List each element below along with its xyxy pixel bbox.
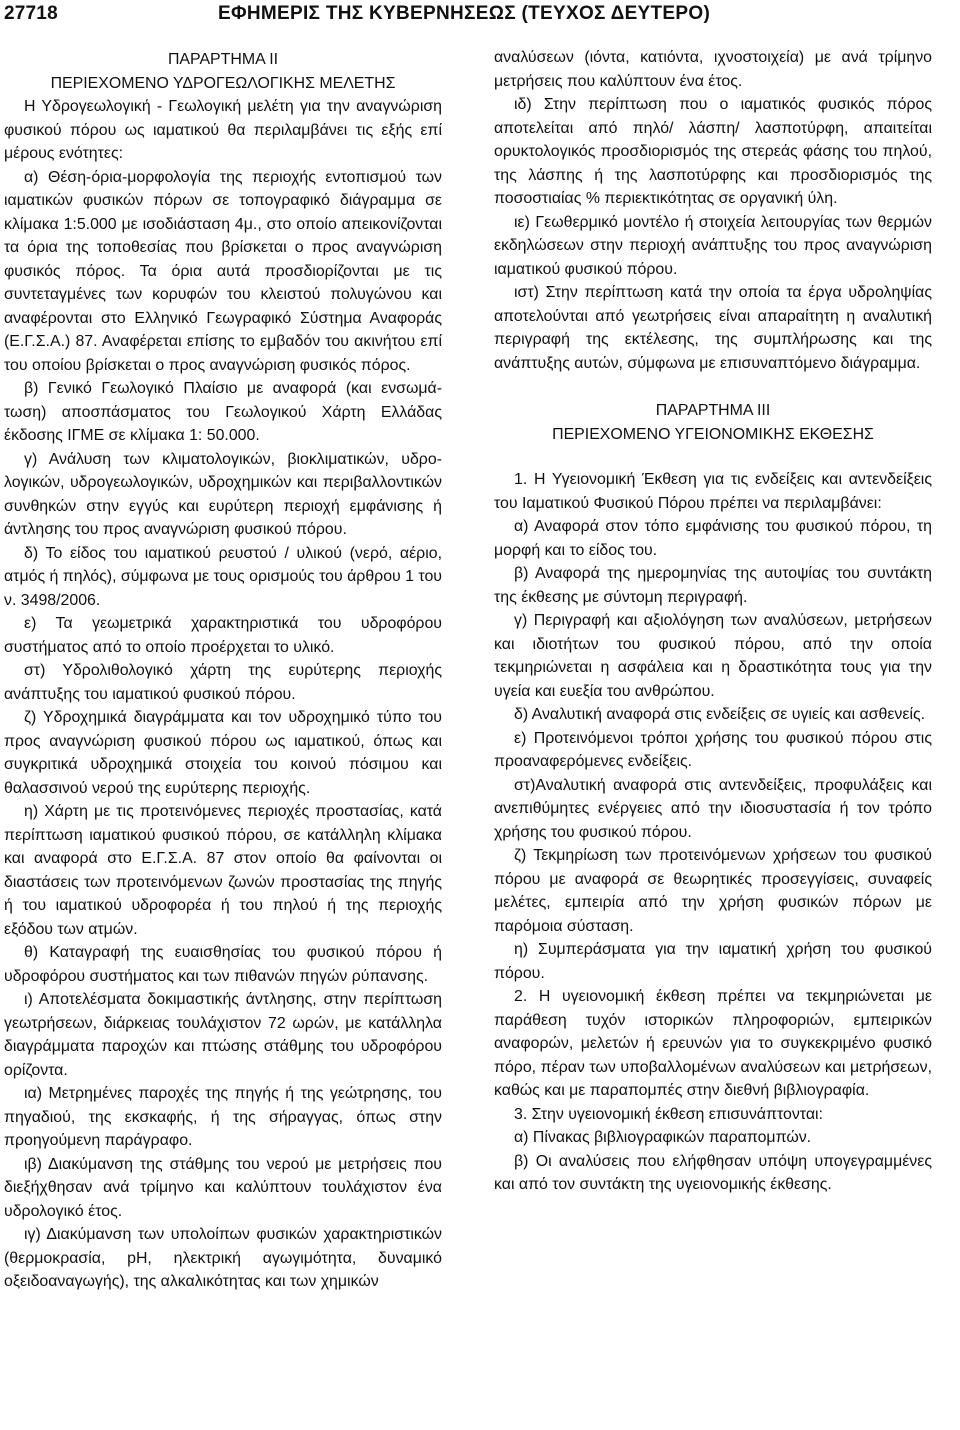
paragraph: θ) Καταγραφή της ευαισθησίας του φυσικού πόρου ή υδροφόρου συστήματος και των πιθανών πηγών ρύπανσης.: [4, 944, 442, 985]
continuation-paragraph: αναλύσεων (ιόντα, κατιόντα, ιχνοστοιχεία) με ανά τρίμηνο μετρήσεις που καλύπτουν ένα έτος.: [494, 49, 932, 90]
paragraph: στ) Υδρολιθολογικό χάρτη της ευρύτερης περιοχής ανάπτυξης του ιαματικού φυσικού πόρου.: [4, 662, 442, 703]
annex-ii-body-continued: [494, 93, 932, 375]
paragraph: ιε) Γεωθερμικό μοντέλο ή στοιχεία λειτουργίας των θερμών εκδηλώσεων στην περιοχή ανάπτυξης του προς αναγνώριση ιαματικού φυσικού πόρου.: [494, 213, 932, 278]
annex-ii-title: ΠΑΡΑΡΤΗΜΑ ΙΙ: [167, 51, 279, 68]
annex-iii-title: ΠΑΡΑΡΤΗΜΑ ΙΙΙ: [655, 402, 771, 419]
paragraph: β) Γενικό Γεωλογικό Πλαίσιο με αναφορά (και ενσωμάτωση) αποσπάσματος του Γεωλογικού Χάρτη Ελλάδας έκδοσης ΙΓΜΕ σε κλίμακα 1: 50.000.: [4, 380, 442, 444]
gazette-title: ΕΦΗΜΕΡΙΣ ΤΗΣ ΚΥΒΕΡΝΗΣΕΩΣ (ΤΕΥΧΟΣ ΔΕΥΤΕΡΟ): [218, 3, 711, 24]
paragraph: η) Συμπεράσματα για την ιαματική χρήση του φυσικού πόρου.: [494, 941, 932, 982]
paragraph: α) Αναφορά στον τόπο εμφάνισης του φυσικού πόρου, τη μορφή και το είδος του.: [494, 518, 932, 559]
paragraph: ιβ) Διακύμανση της στάθμης του νερού με μετρήσεις που διεξήχθησαν ανά τρίμηνο και καλύπτουν τουλάχιστον ένα υδρολογικό έτος.: [4, 1155, 442, 1220]
paragraph: δ) Το είδος του ιαματικού ρευστού / υλικού (νερό, αέριο, ατμός ή πηλός), σύμφωνα με τους ορισμούς του άρθρου 1 του ν. 3498/2006.: [4, 544, 442, 609]
paragraph: ιστ) Στην περίπτωση κατά την οποία τα έργα υδροληψίας αποτελούνται από γεωτρήσεις είναι απαραίτητη η αναλυτική περιγραφή της εκτέλεσης, της συμπλήρωσης και της ανάπτυξης αυτών, σύμφωνα με επισυναπτόμενο διάγραμμα.: [494, 284, 932, 372]
paragraph: ε) Προτεινόμενοι τρόποι χρήσης του φυσικού πόρου στις προαναφερόμενες ενδείξεις.: [494, 729, 932, 770]
right-column: [494, 46, 932, 1197]
paragraph: β) Αναφορά της ημερομηνίας της αυτοψίας του συντάκτη της έκθεσης με σύντομη περιγραφή.: [494, 565, 932, 606]
left-column: [4, 48, 442, 1294]
paragraph: ιγ) Διακύμανση των υπολοίπων φυσικών χαρακτηριστικών (θερμοκρασία, pH, ηλεκτρική αγωγιμότητα, δυναμικό οξειδοαναγωγής), της αλκαλικότητας και των χημικών: [4, 1226, 442, 1290]
paragraph: η) Χάρτη με τις προτεινόμενες περιοχές προστασίας, κατά περίπτωση ιαματικού φυσικού πόρου, σε κατάλληλη κλίμακα και αναφορά στο Ε.Γ.Σ.Α. 87 στον οποίο θα φαίνονται οι διαστάσεις των προτεινόμενων ζωνών προστασίας της πηγής ή του ιαματικού υδροφορέα ή του πηλού ή της περιοχής εξόδου των ατμών.: [4, 803, 442, 938]
paragraph: ιδ) Στην περίπτωση που ο ιαματικός φυσικός πόρος αποτελείται από πηλό/ λάσπη/ λασποτύρφη, απαιτείται ορυκτολογικός προσδιορισμός της στερεάς φάσης του πηλού, της λάσπης ή της λασποτύρφης και προσδιορισμός της ποσοστιαίας % περιεκτικότητας σε οργανική ύλη.: [494, 96, 932, 207]
paragraph: δ) Αναλυτική αναφορά στις ενδείξεις σε υγιείς και ασθενείς.: [514, 706, 926, 723]
paragraph: Η Υδρογεωλογική - Γεωλογική μελέτη για την αναγνώριση φυσικού πόρου ως ιαματικού θα περιλαμβάνει τις εξής επί μέρους ενότητες:: [4, 98, 442, 162]
paragraph: β) Οι αναλύσεις που ελήφθησαν υπόψη υπογεγραμμένες και από τον συντάκτη της υγειονομικής έκθεσης.: [494, 1152, 932, 1193]
paragraph: 1. Η Υγειονομική Έκθεση για τις ενδείξεις και αντενδείξεις του Ιαματικού Φυσικού Πόρου πρέπει να περιλαμβάνει:: [494, 471, 932, 512]
paragraph: ε) Τα γεωμετρικά χαρακτηριστικά του υδροφόρου συστήματος από το οποίο προέρχεται το υλικό.: [4, 615, 442, 656]
annex-iii-subtitle: ΠΕΡΙΕΧΟΜΕΝΟ ΥΓΕΙΟΝΟΜΙΚΗΣ ΕΚΘΕΣΗΣ: [552, 425, 874, 443]
paragraph: ι) Αποτελέσματα δοκιμαστικής άντλησης, στην περίπτωση γεωτρήσεων, διάρκειας τουλάχιστον 72 ωρών, με κατάλληλα διαγράμματα παροχών και πτώσης στάθμης του υδροφόρου ορίζοντα.: [4, 991, 442, 1079]
page-header: [0, 0, 960, 30]
paragraph: ια) Μετρημένες παροχές της πηγής ή της γεώτρησης, του πηγαδιού, της εκσκαφής, ή της σήραγγας, όπως στην προηγούμενη παράγραφο.: [4, 1085, 442, 1149]
annex-iii-body: [494, 468, 932, 1197]
paragraph: στ)Αναλυτική αναφορά στις αντενδείξεις, προφυλάξεις και ανεπιθύμητες ενέργειες από την ιδιοσυστασία ή τον τρόπο χρήσης του φυσικού πόρου.: [494, 776, 932, 841]
paragraph: γ) Ανάλυση των κλιματολογικών, βιοκλιματικών, υδρολογικών, υδρογεωλογικών, υδροχημικών και περιβαλλοντικών συνθηκών στην εγγύς και ευρύτερη περιοχή εμφάνισης ή άντλησης του προς αναγνώριση φυσικού πόρου.: [4, 450, 442, 538]
paragraph: γ) Περιγραφή και αξιολόγηση των αναλύσεων, μετρήσεων και ιδιοτήτων του φυσικού πόρου, από την οποία τεκμηριώνεται η ασφάλεια και η δραστικότητα τους για την υγεία και ευεξία του ανθρώπου.: [494, 612, 932, 700]
page-number: 27718: [4, 3, 58, 24]
paragraph: 3. Στην υγειονομική έκθεση επισυνάπτονται:: [514, 1105, 823, 1123]
paragraph: α) Θέση-όρια-μορφολογία της περιοχής εντοπισμού των ιαματικών φυσικών πόρων σε τοπογραφικό διάγραμμα σε κλίμακα 1:5.000 με ισοδιάσταση 4μ., στο οποίο απεικονίζονται τα όρια της τοποθεσίας που βρίσκεται ο προς αναγνώριση φυσικός πόρος. Τα όρια αυτά προσδιορίζονται με τις συντεταγμένες των κορυφών του κλειστού πολυγώνου και αναφέρονται στο Ελληνικό Γεωγραφικό Σύστημα Αναφοράς (Ε.Γ.Σ.Α.) 87. Αναφέρεται επίσης το εμβαδόν του ακινήτου επί του οποίου βρίσκεται ο προς αναγνώριση φυσικός πόρος.: [4, 168, 442, 374]
annex-ii-subtitle: ΠΕΡΙΕΧΟΜΕΝΟ ΥΔΡΟΓΕΩΛΟΓΙΚΗΣ ΜΕΛΕΤΗΣ: [50, 74, 396, 92]
paragraph: α) Πίνακας βιβλιογραφικών παραπομπών.: [514, 1129, 812, 1146]
paragraph: ζ) Υδροχημικά διαγράμματα και τον υδροχημικό τύπο του προς αναγνώριση φυσικού πόρου ως ιαματικού, όπως και συγκριτικά υδροχημικά στοιχεία του κοινού πόσιμου και θαλασσινού νερού της ευρύτερης περιοχής.: [4, 709, 442, 797]
paragraph: 2. Η υγειονομική έκθεση πρέπει να τεκμηριώνεται με παράθεση τυχόν ιστορικών πληροφοριών, εμπειρικών αναφορών, μελετών ή ερευνών για το συγκεκριμένο φυσικό πόρο, πέραν των υποβαλλομένων αναλύσεων και μετρήσεων, καθώς και με παραπομπές στην διεθνή βιβλιογραφία.: [494, 988, 932, 1099]
annex-ii-body: [4, 95, 442, 1294]
paragraph: ζ) Τεκμηρίωση των προτεινόμενων χρήσεων του φυσικού πόρου με αναφορά σε θεωρητικές προσεγγίσεις, συναφείς μελέτες, εμπειρία από την χρήση φυσικών πόρων με παρόμοια σύσταση.: [494, 847, 932, 935]
